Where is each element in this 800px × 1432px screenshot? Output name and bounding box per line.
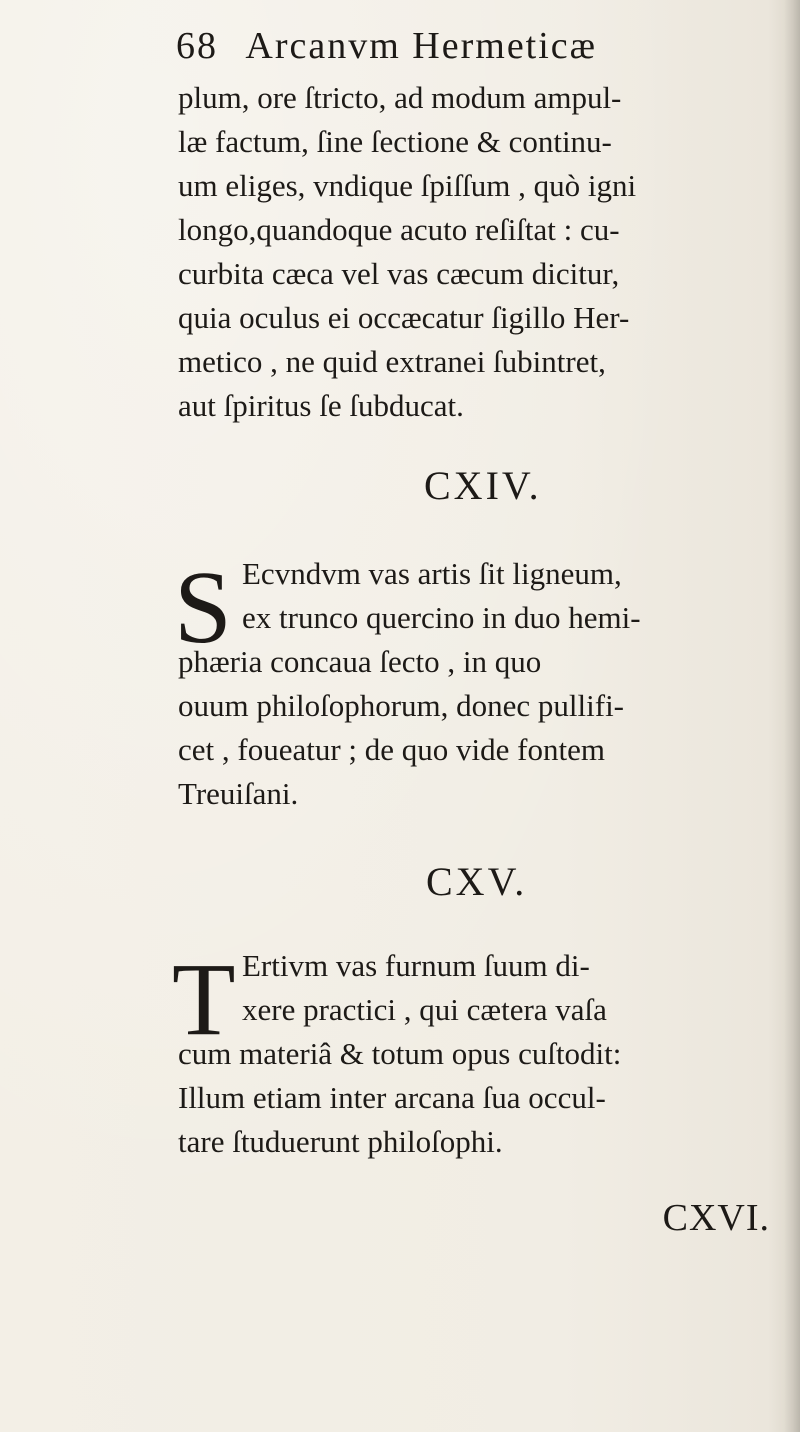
text-line: Ertivm vas furnum ſuum di- — [242, 948, 590, 983]
text-line: aut ſpiritus ſe ſubducat. — [178, 388, 464, 423]
text-line: xere practici , qui cætera vaſa — [242, 992, 607, 1027]
page-number: 68 — [176, 25, 218, 67]
text-line: phæria concaua ſecto , in quo — [178, 644, 542, 679]
section-115-paragraph — [178, 944, 784, 1164]
text-line: læ factum, ſine ſectione & continu- — [178, 124, 612, 159]
text-line: quia oculus ei occæcatur ſigillo Her- — [178, 300, 630, 335]
text-line: Illum etiam inter arcana ſua occul- — [178, 1080, 606, 1115]
page-edge-shadow — [784, 0, 800, 1432]
running-header — [176, 24, 597, 68]
text-line: tare ſtuduerunt philoſophi. — [178, 1124, 503, 1159]
text-line: Ecvndvm vas artis ſit ligneum, — [242, 556, 622, 591]
running-title: Arcanvm Hermeticæ — [245, 25, 598, 67]
drop-cap-t: T — [172, 942, 236, 1057]
text-line: curbita cæca vel vas cæcum dicitur, — [178, 256, 620, 291]
text-line: ex trunco quercino in duo hemi- — [242, 600, 641, 635]
section-114-paragraph — [178, 552, 784, 816]
text-line: longo,quandoque acuto reſiſtat : cu- — [178, 212, 620, 247]
drop-cap-s: S — [174, 550, 232, 665]
text-line: Treuiſani. — [178, 776, 299, 811]
continued-paragraph — [178, 76, 784, 428]
text-line: cet , foueatur ; de quo vide fontem — [178, 732, 605, 767]
text-line: um eliges, vndique ſpiſſum , quò igni — [178, 168, 637, 203]
section-heading-114: CXIV. — [424, 463, 542, 508]
text-line: cum materiâ & totum opus cuſtodit: — [178, 1036, 622, 1071]
text-line: metico , ne quid extranei ſubintret, — [178, 344, 606, 379]
text-line: plum, ore ſtricto, ad modum ampul- — [178, 80, 622, 115]
section-heading-115: CXV. — [426, 859, 528, 904]
text-line: ouum philoſophorum, donec pullifi- — [178, 688, 625, 723]
catchword: CXVI. — [662, 1197, 770, 1239]
